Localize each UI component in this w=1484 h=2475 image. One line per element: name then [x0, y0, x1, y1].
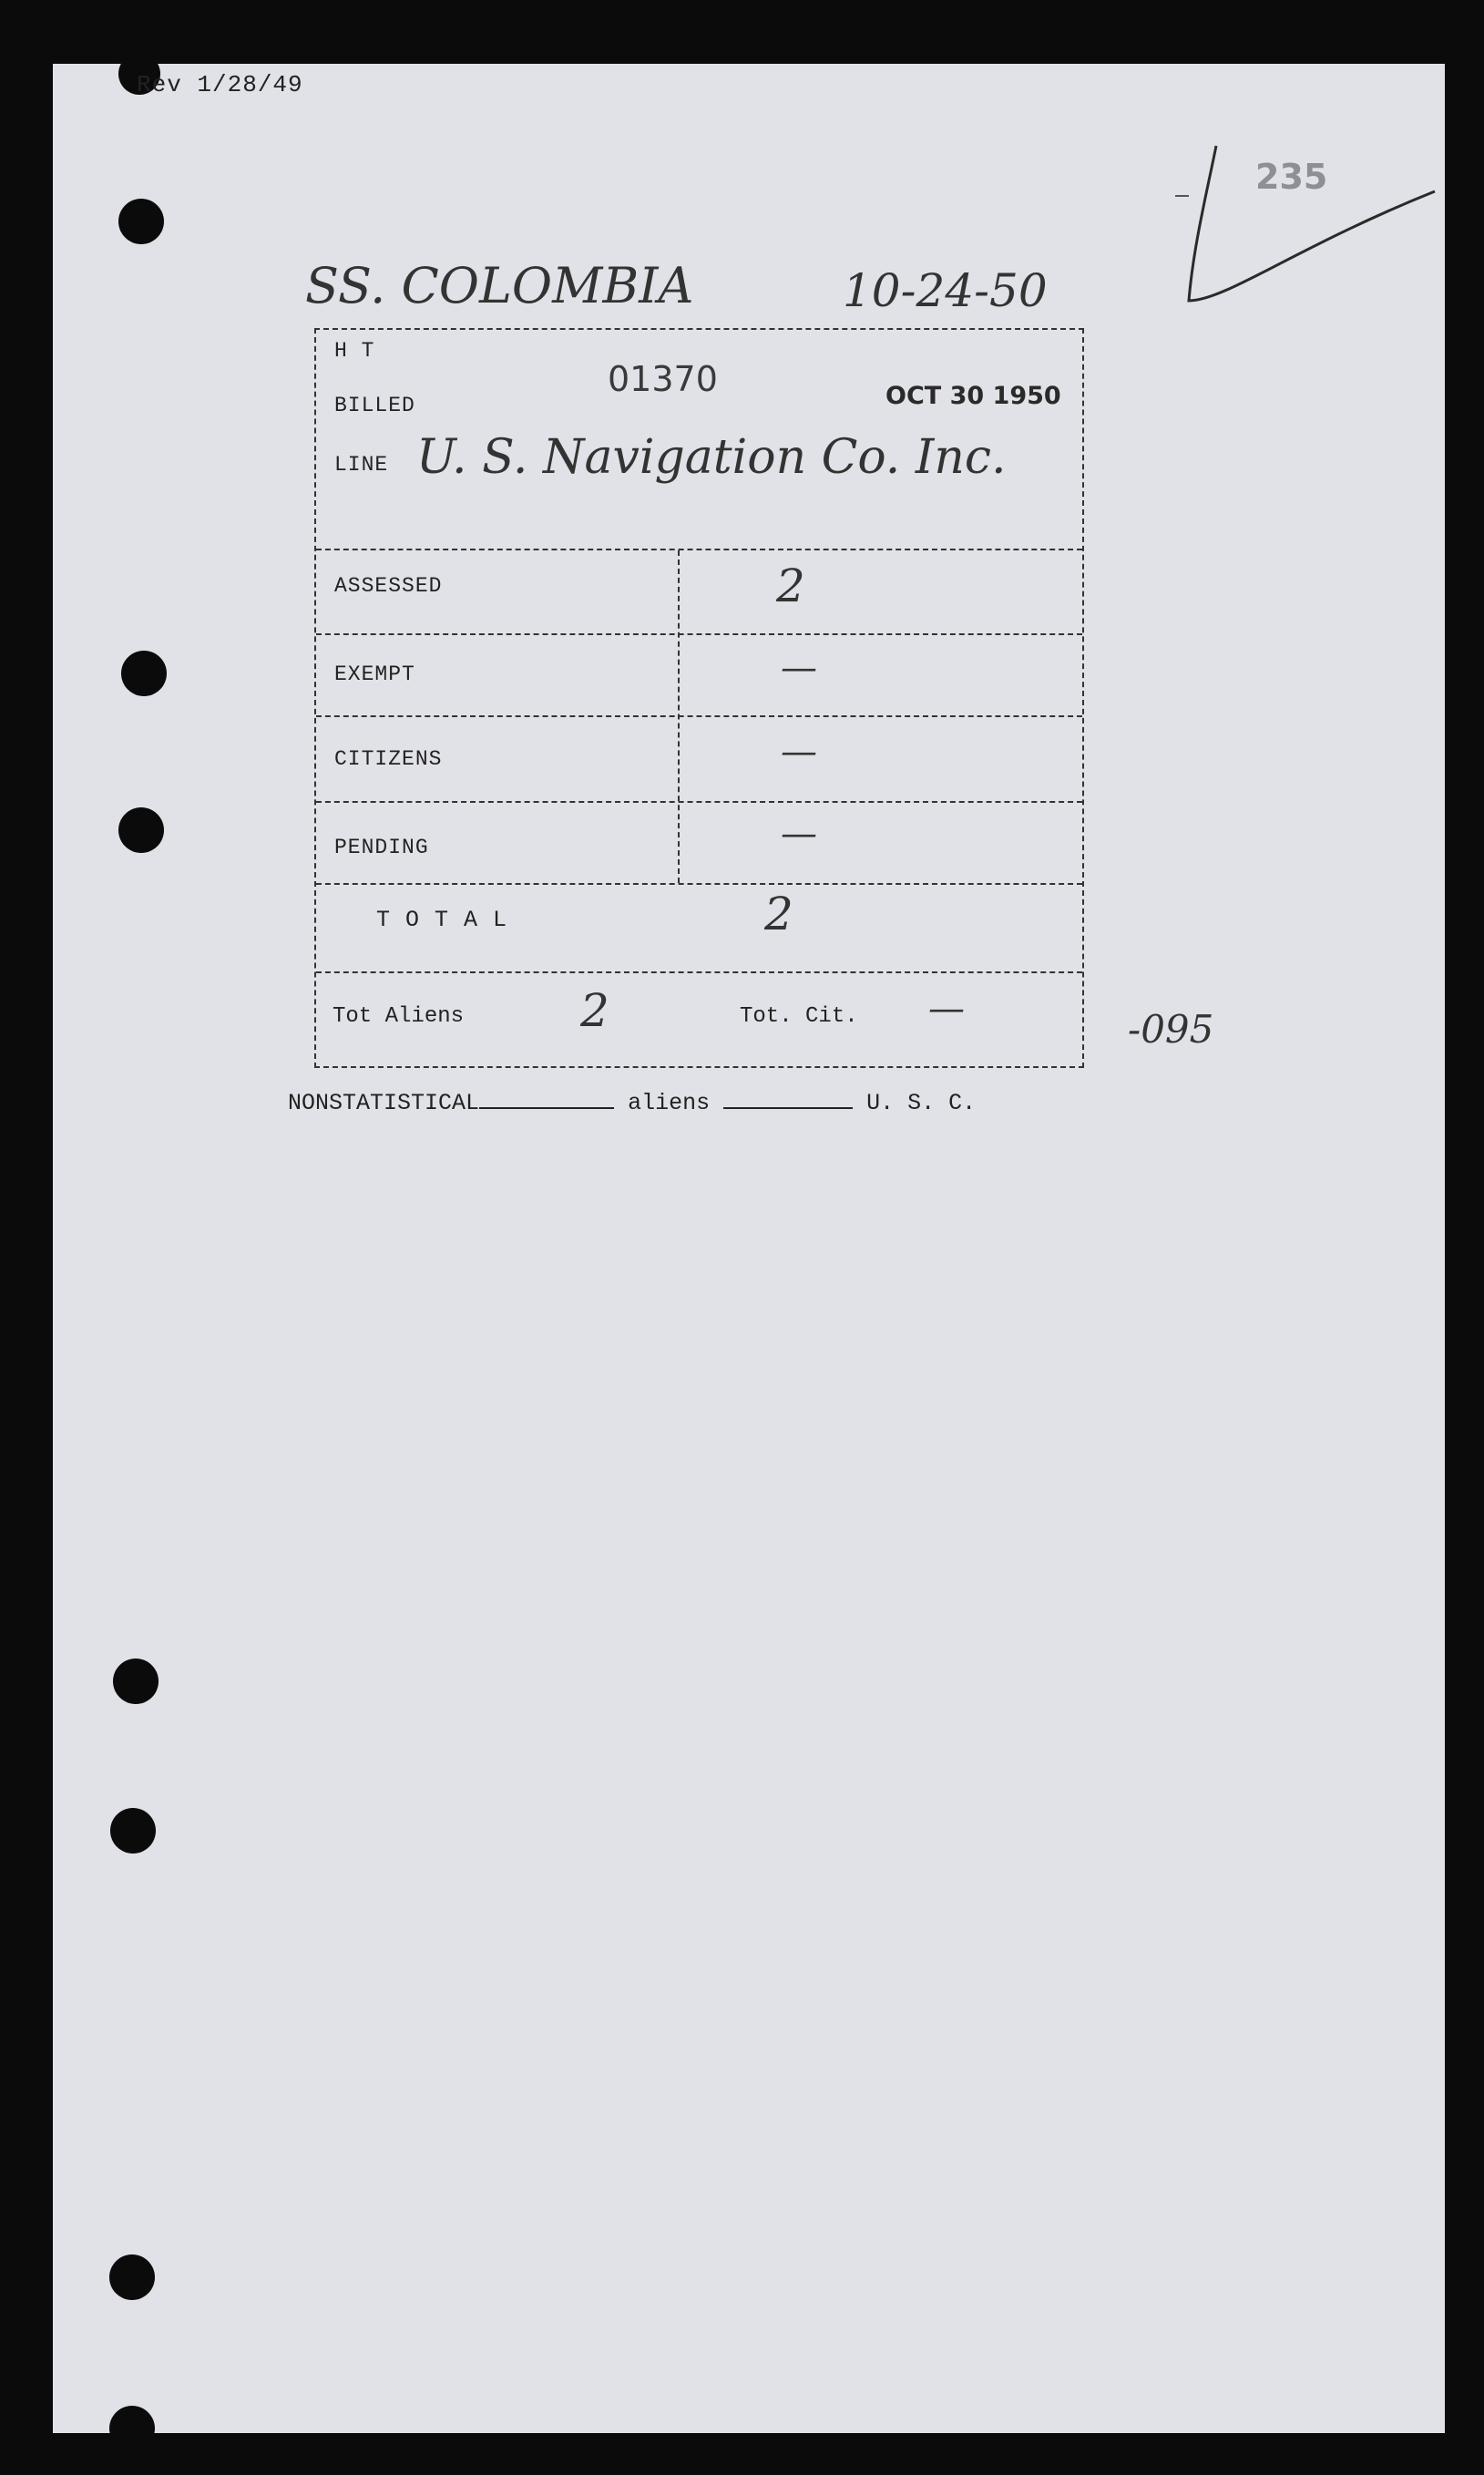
assessed-label: ASSESSED: [334, 574, 443, 598]
citizens-value: —: [781, 731, 817, 773]
divider: [316, 549, 1082, 550]
punch-hole: [110, 1808, 156, 1854]
line-label: LINE: [334, 453, 389, 477]
divider: [316, 971, 1082, 973]
punch-hole: [118, 199, 164, 244]
billing-number: 01370: [608, 359, 718, 399]
billed-label: BILLED: [334, 394, 415, 417]
pending-label: PENDING: [334, 836, 429, 859]
tot-aliens-value: 2: [580, 984, 609, 1037]
nonstatistical-line: [288, 1087, 976, 1116]
ht-label: H T: [334, 339, 375, 363]
citizens-label: CITIZENS: [334, 747, 443, 771]
tot-aliens-label: Tot Aliens: [333, 1004, 465, 1029]
page-number: 235: [1255, 157, 1328, 197]
total-value: 2: [764, 888, 793, 940]
punch-hole: [121, 651, 167, 696]
exempt-value: —: [781, 647, 817, 689]
billing-date-stamp: OCT 30 1950: [885, 382, 1061, 410]
tot-cit-label: Tot. Cit.: [740, 1004, 858, 1029]
punch-hole: [109, 2406, 155, 2451]
exempt-label: EXEMPT: [334, 662, 415, 686]
nonstat-blank: [479, 1087, 614, 1109]
divider: [316, 883, 1082, 885]
aliens-label: aliens: [628, 1090, 711, 1116]
divider: [316, 633, 1082, 635]
divider: [316, 715, 1082, 717]
nonstatistical-label: NONSTATISTICAL: [288, 1090, 480, 1116]
punch-hole: [113, 1659, 159, 1704]
form-revision-text: Rev 1/28/49: [137, 71, 303, 98]
punch-hole: [118, 807, 164, 853]
total-label: T O T A L: [376, 907, 508, 933]
divider: [316, 801, 1082, 803]
punch-hole: [109, 2254, 155, 2300]
aliens-blank: [723, 1087, 853, 1109]
ship-date: 10-24-50: [843, 264, 1048, 317]
usc-label: U. S. C.: [866, 1090, 977, 1116]
ship-name: SS. COLOMBIA: [305, 257, 694, 314]
manifest-form: [314, 328, 1084, 1068]
side-note: -095: [1128, 1007, 1214, 1052]
line-value: U. S. Navigation Co. Inc.: [416, 430, 1007, 485]
pending-value: —: [781, 813, 817, 855]
tot-cit-value: —: [928, 988, 965, 1030]
check-mark-icon: [1171, 137, 1444, 319]
assessed-value: 2: [776, 560, 805, 612]
